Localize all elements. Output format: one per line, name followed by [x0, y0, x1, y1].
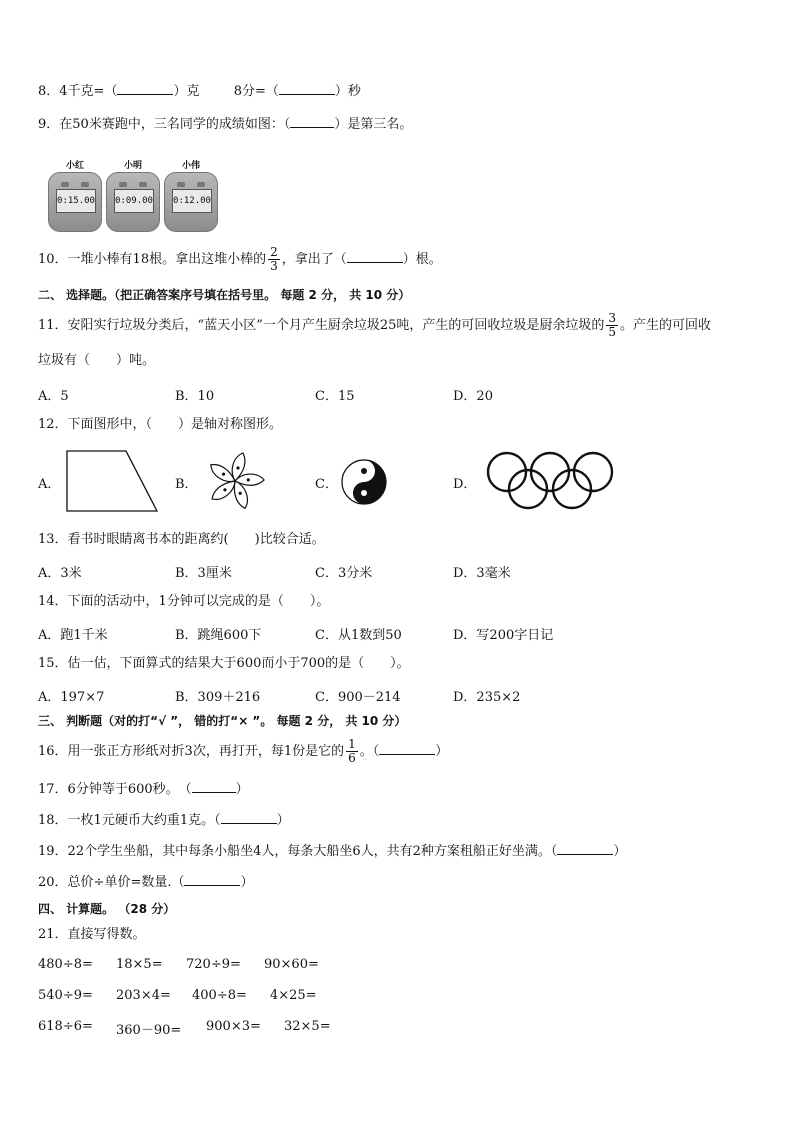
q8-blank-a[interactable]: [117, 82, 173, 95]
q18-text: 一枚1元硬币大约重1克。（: [67, 813, 221, 828]
q11-line-2: 垃圾有（ ）吨。: [38, 353, 156, 368]
q13-text: 看书时眼睛离书本的距离约( )比较合适。: [67, 532, 325, 547]
q19-blank[interactable]: [557, 842, 613, 855]
q14-number: 14．: [38, 594, 68, 609]
q12-option-a[interactable]: A．: [38, 477, 61, 492]
calc-item: 32×5=: [284, 1019, 331, 1034]
stopwatch-label: 小红: [65, 161, 84, 171]
stopwatch-xiaohong: [48, 158, 102, 234]
fraction-denominator: 6: [348, 751, 356, 765]
calc-item: 18×5=: [116, 957, 163, 972]
q15-option-b[interactable]: B．309＋216: [175, 690, 261, 705]
fraction-numerator: 1: [348, 737, 356, 751]
q10-number: 10．: [38, 252, 68, 267]
q13-number: 13．: [38, 532, 68, 547]
q11-text-2: 。产生的可回收: [620, 318, 712, 333]
q17-blank[interactable]: [192, 780, 236, 793]
section-4-title: 四、 计算题。 （28 分）: [38, 902, 176, 916]
q12-option-d[interactable]: D．: [453, 477, 477, 492]
stopwatch-label: 小伟: [181, 161, 200, 171]
q9-text-end: ）是第三名。: [334, 117, 413, 132]
q11-option-b[interactable]: B．10: [175, 389, 215, 404]
q14-option-a[interactable]: A．跑1千米: [38, 628, 108, 643]
q14-option-d[interactable]: D．写200字日记: [453, 628, 554, 643]
question-9: [38, 115, 412, 134]
q13-option-d[interactable]: D．3毫米: [453, 566, 511, 581]
q10-text-end: ）根。: [402, 252, 442, 267]
q16-text-end: 。（: [359, 744, 380, 759]
q16-text: 用一张正方形纸对折3次，再打开，每1份是它的: [67, 744, 345, 759]
q13-option-b[interactable]: B．3厘米: [175, 566, 232, 581]
section-3-title: 三、 判断题（对的打“√ ”， 错的打“× ”。 每题 2 分， 共 10 分）: [38, 714, 407, 728]
q12-option-c[interactable]: C．: [315, 477, 338, 492]
calc-item: 360－90=: [116, 1023, 182, 1038]
q14-option-c[interactable]: C．从1数到50: [315, 628, 402, 643]
q15-text: 估一估，下面算式的结果大于600而小于700的是（ ）。: [67, 656, 410, 671]
q16-number: 16．: [38, 744, 68, 759]
calc-item: 203×4=: [116, 988, 171, 1003]
q10-text-2: ，拿出了（: [281, 252, 347, 267]
q12-text: 下面图形中，（ ）是轴对称图形。: [67, 417, 283, 432]
calc-item: 540÷9=: [38, 988, 93, 1003]
calc-item: 4×25=: [270, 988, 317, 1003]
q9-text: 在50米赛跑中，三名同学的成绩如图：（: [59, 117, 291, 132]
q17-text: 6分钟等于600秒。 （: [67, 782, 192, 797]
q19-close: ）: [613, 844, 627, 859]
question-13: [38, 531, 325, 549]
calc-item: 618÷6=: [38, 1019, 93, 1034]
calc-item: 90×60=: [264, 957, 319, 972]
calc-item: 720÷9=: [186, 957, 241, 972]
stopwatch-label: 小明: [123, 161, 142, 171]
q11-number: 11．: [38, 318, 68, 333]
q16-blank[interactable]: [379, 742, 435, 755]
q13-option-c[interactable]: C．3分米: [315, 566, 373, 581]
stopwatch-icon: [48, 172, 102, 232]
q8-part-a-unit: ）克: [173, 84, 200, 99]
q10-fraction: [268, 246, 280, 273]
q14-text: 下面的活动中，1分钟可以完成的是（ ）。: [67, 594, 330, 609]
q9-blank[interactable]: [290, 115, 334, 128]
question-15: [38, 655, 410, 673]
q15-number: 15．: [38, 656, 68, 671]
stopwatch-xiaoming: [106, 158, 160, 234]
stopwatch-display: 0:09.00: [114, 189, 154, 213]
trapezoid-figure: [64, 448, 160, 514]
q8-part-b: 8分=（: [233, 84, 279, 99]
q20-blank[interactable]: [184, 873, 240, 886]
question-18: [38, 811, 290, 830]
stopwatch-icon: [106, 172, 160, 232]
q19-text: 22个学生坐船，其中每条小船坐4人，每条大船坐6人，共有2种方案租船正好坐满。（: [67, 844, 558, 859]
q18-close: ）: [276, 813, 290, 828]
q20-number: 20．: [38, 875, 68, 890]
question-19: [38, 842, 626, 861]
olympic-rings-figure: [484, 450, 616, 512]
section-2-title: 二、 选择题。（把正确答案序号填在括号里。 每题 2 分， 共 10 分）: [38, 288, 411, 302]
q12-option-b[interactable]: B．: [175, 477, 198, 492]
q18-number: 18．: [38, 813, 68, 828]
stopwatch-xiaowei: [164, 158, 218, 234]
q20-text: 总价÷单价=数量.（: [67, 875, 185, 890]
fraction-numerator: 2: [270, 245, 278, 259]
q15-option-c[interactable]: C．900－214: [315, 690, 401, 705]
bauhinia-pinwheel-figure: [204, 450, 266, 512]
q11-option-d[interactable]: D．20: [453, 389, 493, 404]
question-12: [38, 416, 282, 434]
yin-yang-figure: [340, 458, 388, 506]
q14-option-b[interactable]: B．跳绳600下: [175, 628, 262, 643]
q16-close: ）: [435, 744, 449, 759]
q15-option-a[interactable]: A．197×7: [38, 690, 105, 705]
question-16: [38, 738, 448, 766]
q21-number: 21．: [38, 927, 68, 942]
fraction-numerator: 3: [608, 311, 617, 325]
fraction-denominator: 5: [608, 325, 617, 339]
question-20: [38, 873, 253, 892]
q19-number: 19．: [38, 844, 68, 859]
q17-number: 17．: [38, 782, 68, 797]
stopwatch-display: 0:15.00: [56, 189, 96, 213]
q8-number: 8．: [38, 84, 60, 99]
q13-option-a[interactable]: A．3米: [38, 566, 82, 581]
q8-part-a: 4千克=（: [59, 84, 118, 99]
q11-option-c[interactable]: C．15: [315, 389, 355, 404]
q11-fraction: [606, 312, 618, 339]
q10-blank[interactable]: [347, 250, 403, 263]
fraction-denominator: 3: [270, 259, 278, 273]
q20-close: ）: [240, 875, 254, 890]
q9-number: 9．: [38, 117, 60, 132]
calc-item: 900×3=: [206, 1019, 261, 1034]
q11-option-a[interactable]: A．5: [38, 389, 69, 404]
stopwatch-display: 0:12.00: [172, 189, 212, 213]
q10-text: 一堆小棒有18根。拿出这堆小棒的: [67, 252, 267, 267]
q17-close: ）: [235, 782, 249, 797]
calc-item: 400÷8=: [192, 988, 247, 1003]
q18-blank[interactable]: [221, 811, 277, 824]
q12-number: 12．: [38, 417, 68, 432]
q11-text: 安阳实行垃圾分类后，“蓝天小区”一个月产生厨余垃圾25吨，产生的可回收垃圾是厨余垃圾的: [67, 318, 605, 333]
q15-option-d[interactable]: D．235×2: [453, 690, 521, 705]
q21-text: 直接写得数。: [67, 927, 146, 942]
q8-blank-b[interactable]: [279, 82, 335, 95]
q16-fraction: [346, 738, 358, 765]
question-21: [38, 926, 146, 944]
question-17: [38, 780, 249, 799]
calc-item: 480÷8=: [38, 957, 93, 972]
question-14: [38, 593, 329, 611]
question-8: [38, 82, 361, 101]
q8-part-b-unit: ）秒: [334, 84, 361, 99]
question-10: [38, 246, 442, 274]
stopwatch-icon: [164, 172, 218, 232]
question-11: [38, 312, 711, 340]
